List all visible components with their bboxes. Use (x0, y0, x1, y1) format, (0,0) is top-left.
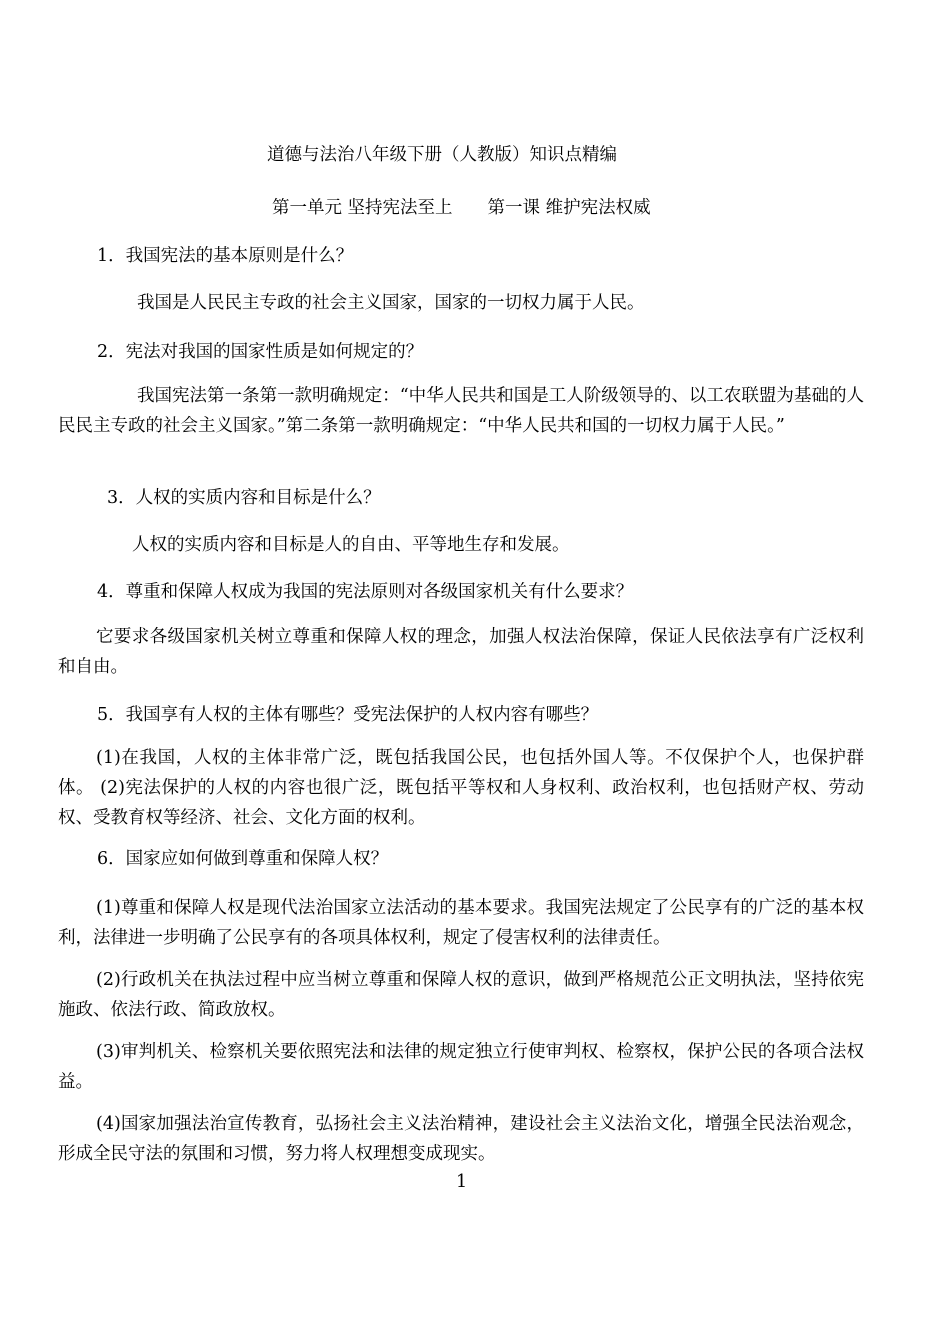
answer-6-part-2: (2)行政机关在执法过程中应当树立尊重和保障人权的意识，做到严格规范公正文明执法，坚持依宪施政、依法行政、简政放权。 (58, 970, 864, 1020)
answer-6-part-1: (1)尊重和保障人权是现代法治国家立法活动的基本要求。我国宪法规定了公民享有的广泛的基本权利，法律进一步明确了公民享有的各项具体权利，规定了侵害权利的法律责任。 (58, 898, 864, 948)
answer-4: 它要求各级国家机关树立尊重和保障人权的理念，加强人权法治保障，保证人民依法享有广泛权利和自由。 (58, 627, 864, 677)
question-2: 2．宪法对我国的国家性质是如何规定的？ (97, 342, 424, 362)
question-4: 4．尊重和保障人权成为我国的宪法原则对各级国家机关有什么要求？ (97, 582, 634, 602)
answer-5: (1)在我国，人权的主体非常广泛，既包括我国公民，也包括外国人等。不仅保护个人，也保护群体。 (2)宪法保护的人权的内容也很广泛，既包括平等权和人身权利、政治权利，也包括财产权、劳动权、受教育权等经济、社会、文化方面的权利。 (58, 748, 864, 828)
answer-6-part-4: (4)国家加强法治宣传教育，弘扬社会主义法治精神，建设社会主义法治文化，增强全民法治观念，形成全民守法的氛围和习惯，努力将人权理想变成现实。 (58, 1114, 864, 1164)
answer-6-part-3: (3)审判机关、检察机关要依照宪法和法律的规定独立行使审判权、检察权，保护公民的各项合法权益。 (58, 1042, 864, 1092)
answer-1: 我国是人民民主专政的社会主义国家，国家的一切权力属于人民。 (137, 293, 645, 313)
question-3: 3．人权的实质内容和目标是什么？ (107, 488, 381, 508)
question-5: 5．我国享有人权的主体有哪些？受宪法保护的人权内容有哪些？ (97, 705, 599, 725)
question-1: 1．我国宪法的基本原则是什么？ (97, 246, 354, 266)
question-6: 6．国家应如何做到尊重和保障人权？ (97, 849, 389, 869)
document-title: 道德与法治八年级下册（人教版）知识点精编 (267, 145, 617, 165)
unit-heading: 第一单元 坚持宪法至上 第一课 维护宪法权威 (272, 198, 651, 218)
answer-2: 我国宪法第一条第一款明确规定：“中华人民共和国是工人阶级领导的、以工农联盟为基础的人民民主专政的社会主义国家。”第二条第一款明确规定：“中华人民共和国的一切权力属于人民。” (58, 386, 864, 436)
page-number: 1 (456, 1172, 468, 1192)
answer-3: 人权的实质内容和目标是人的自由、平等地生存和发展。 (132, 535, 570, 555)
